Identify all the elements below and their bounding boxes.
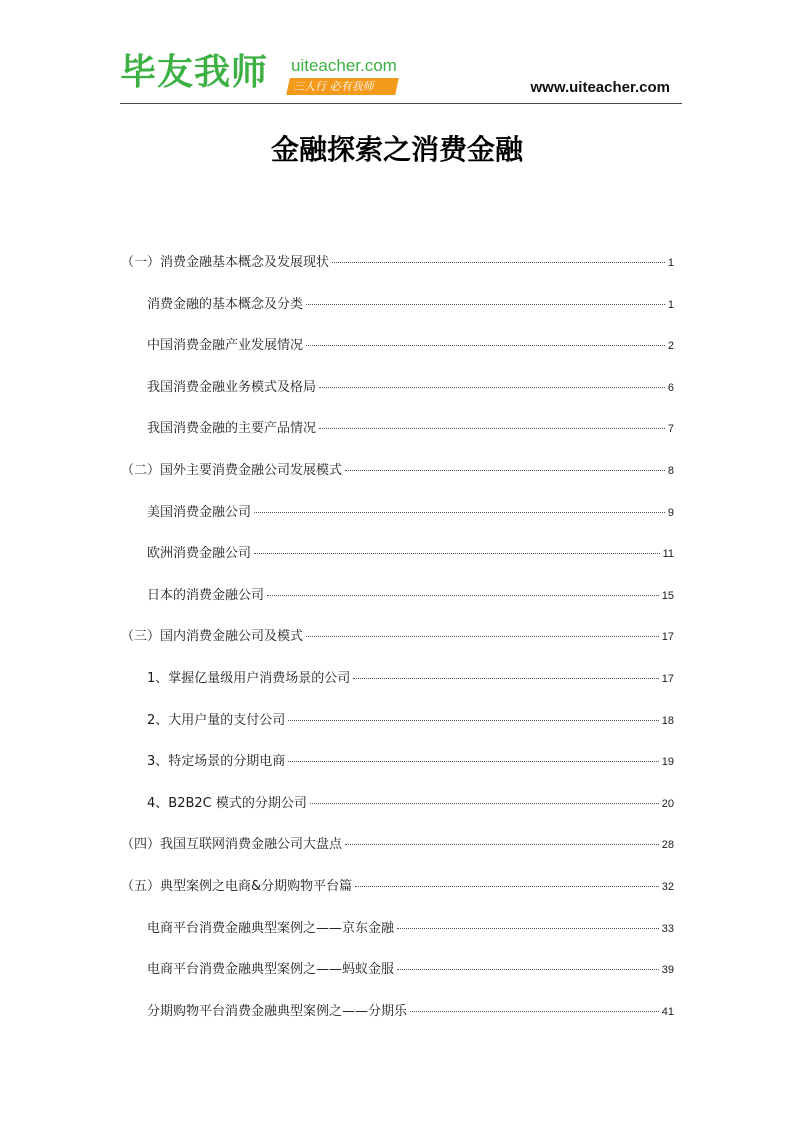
toc-dot-leader [355, 886, 659, 887]
toc-entry-title: 美国消费金融公司 [147, 504, 252, 520]
logo-wordmark: 毕友我师 [120, 52, 269, 93]
toc-entry-title: 日本的消费金融公司 [147, 587, 265, 603]
toc-entry-title: 电商平台消费金融典型案例之——蚂蚁金服 [147, 962, 395, 978]
toc-dot-leader [410, 1011, 659, 1012]
toc-entry-page-number: 2 [667, 340, 674, 353]
document-title: 金融探索之消费金融 [270, 133, 523, 166]
toc-entry[interactable] [147, 749, 674, 791]
logo-domain: uiteacher.com [291, 56, 397, 75]
toc-entry-title: 1、掌握亿量级用户消费场景的公司 [147, 670, 351, 686]
toc-entry[interactable] [147, 500, 674, 542]
toc-entry-page-number: 17 [661, 672, 674, 685]
toc-dot-leader [332, 262, 665, 263]
toc-entry[interactable] [121, 250, 674, 292]
toc-dot-leader [306, 304, 665, 305]
toc-entry-title: 欧洲消费金融公司 [147, 546, 252, 562]
toc-dot-leader [310, 803, 659, 804]
toc-entry[interactable] [147, 666, 674, 708]
toc-entry-page-number: 15 [661, 589, 674, 602]
site-url[interactable]: www.uiteacher.com [530, 79, 670, 96]
logo-slogan-badge: 三人行 必有我师 [286, 78, 399, 95]
toc-entry[interactable] [147, 957, 674, 999]
toc-entry[interactable] [121, 624, 674, 666]
toc-dot-leader [267, 595, 659, 596]
toc-entry-title: 消费金融的基本概念及分类 [147, 296, 304, 312]
toc-entry-page-number: 11 [662, 548, 674, 561]
toc-entry-title: 2、大用户量的支付公司 [147, 712, 286, 728]
toc-dot-leader [288, 761, 658, 762]
toc-entry[interactable] [147, 791, 674, 833]
toc-entry[interactable] [121, 874, 674, 916]
toc-dot-leader [319, 428, 665, 429]
toc-entry-title: 我国消费金融的主要产品情况 [147, 421, 317, 437]
toc-entry[interactable] [147, 416, 674, 458]
toc-entry-page-number: 9 [667, 506, 674, 519]
toc-entry-page-number: 28 [661, 839, 674, 852]
toc-entry-title: （一）消费金融基本概念及发展现状 [121, 255, 330, 270]
toc-entry-title: 电商平台消费金融典型案例之——京东金融 [147, 920, 395, 936]
toc-dot-leader [254, 553, 660, 554]
toc-entry-page-number: 41 [661, 1005, 674, 1018]
toc-dot-leader [306, 636, 659, 637]
toc-entry-page-number: 1 [667, 257, 674, 269]
toc-entry[interactable] [147, 999, 674, 1041]
toc-dot-leader [306, 345, 665, 346]
toc-dot-leader [345, 470, 665, 471]
toc-entry-title: 4、B2B2C 模式的分期公司 [147, 795, 307, 811]
toc-dot-leader [254, 512, 665, 513]
toc-entry-title: 中国消费金融产业发展情况 [147, 338, 304, 354]
toc-entry[interactable] [147, 583, 674, 625]
toc-entry[interactable] [147, 333, 674, 375]
toc-dot-leader [353, 678, 658, 679]
toc-entry-title: （二）国外主要消费金融公司发展模式 [121, 462, 343, 478]
toc-entry[interactable] [147, 292, 674, 334]
toc-entry-page-number: 7 [667, 423, 674, 436]
toc-dot-leader [345, 844, 659, 845]
toc-entry-page-number: 20 [661, 797, 674, 810]
toc-entry-page-number: 17 [661, 631, 674, 644]
toc-entry-page-number: 33 [661, 922, 674, 935]
toc-entry[interactable] [147, 541, 674, 583]
toc-entry-title: （五）典型案例之电商&分期购物平台篇 [121, 878, 353, 894]
toc-entry[interactable] [121, 832, 674, 874]
toc-entry[interactable] [147, 916, 674, 958]
toc-entry-title: （三）国内消费金融公司及模式 [121, 629, 304, 645]
toc-entry-page-number: 32 [661, 880, 674, 893]
toc-entry[interactable] [147, 708, 674, 750]
toc-entry-title: （四）我国互联网消费金融公司大盘点 [121, 837, 343, 853]
header-divider [120, 103, 682, 104]
table-of-contents [0, 250, 794, 1040]
toc-dot-leader [397, 928, 659, 929]
toc-entry-title: 3、特定场景的分期电商 [147, 754, 286, 770]
toc-entry-page-number: 8 [667, 464, 674, 477]
toc-entry[interactable] [147, 375, 674, 417]
toc-dot-leader [288, 720, 658, 721]
toc-dot-leader [397, 969, 659, 970]
toc-entry-page-number: 1 [667, 298, 674, 311]
toc-entry[interactable] [121, 458, 674, 500]
toc-entry-page-number: 18 [661, 714, 674, 727]
toc-entry-page-number: 19 [661, 756, 674, 769]
page-header [120, 50, 682, 106]
toc-entry-page-number: 6 [667, 381, 674, 394]
toc-dot-leader [319, 387, 665, 388]
toc-entry-title: 我国消费金融业务模式及格局 [147, 379, 317, 395]
toc-entry-title: 分期购物平台消费金融典型案例之——分期乐 [147, 1003, 408, 1019]
toc-entry-page-number: 39 [661, 964, 674, 977]
